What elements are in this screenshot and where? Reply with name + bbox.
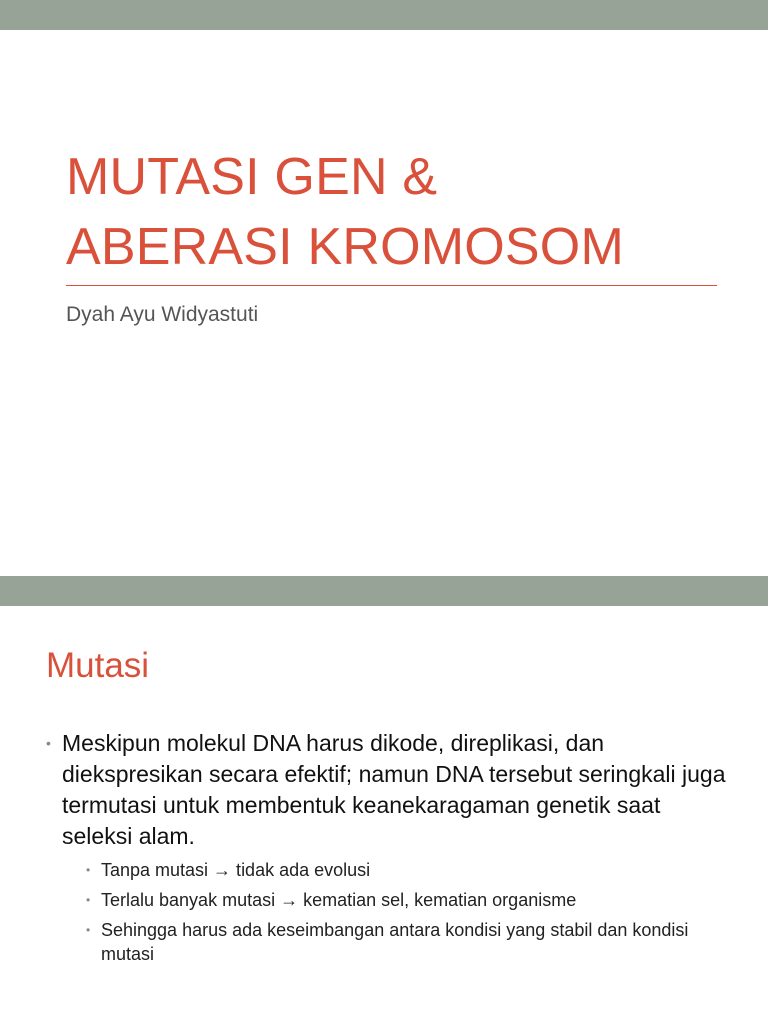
sub-bullet-item bbox=[62, 918, 726, 966]
sub-bullet-list bbox=[62, 858, 726, 966]
title-line-2: ABERASI KROMOSOM bbox=[66, 218, 624, 276]
bullet-list bbox=[46, 728, 726, 966]
sub-bullet-item bbox=[62, 858, 726, 882]
title-line-1: MUTASI GEN & bbox=[66, 148, 438, 206]
sub-bullet-item bbox=[62, 888, 726, 912]
bullet-item bbox=[46, 728, 726, 966]
title-divider bbox=[66, 285, 717, 286]
bullet-dot-icon: • bbox=[86, 863, 91, 877]
sub-bullet-text: Tanpa mutasi → tidak ada evolusi bbox=[101, 860, 371, 880]
content-slide bbox=[0, 606, 768, 1024]
bullet-dot-icon: • bbox=[86, 923, 91, 937]
bullet-text: Meskipun molekul DNA harus dikode, direplikasi, dan diekspresikan secara efektif; namun DNA tersebut seringkali juga termutasi untuk membentuk keanekaragaman genetik saat seleksi alam. bbox=[62, 730, 726, 849]
bullet-dot-icon: • bbox=[86, 893, 91, 907]
sub-bullet-text: Sehingga harus ada keseimbangan antara kondisi yang stabil dan kondisi mutasi bbox=[101, 920, 689, 964]
title-slide bbox=[0, 30, 768, 576]
top-band bbox=[0, 0, 768, 30]
slide-title bbox=[66, 142, 746, 282]
author-name: Dyah Ayu Widyastuti bbox=[66, 303, 259, 326]
bullet-dot-icon: • bbox=[46, 735, 51, 751]
slide-separator-band bbox=[0, 576, 768, 606]
sub-bullet-text: Terlalu banyak mutasi → kematian sel, kematian organisme bbox=[101, 890, 577, 910]
slide-heading: Mutasi bbox=[46, 646, 150, 685]
